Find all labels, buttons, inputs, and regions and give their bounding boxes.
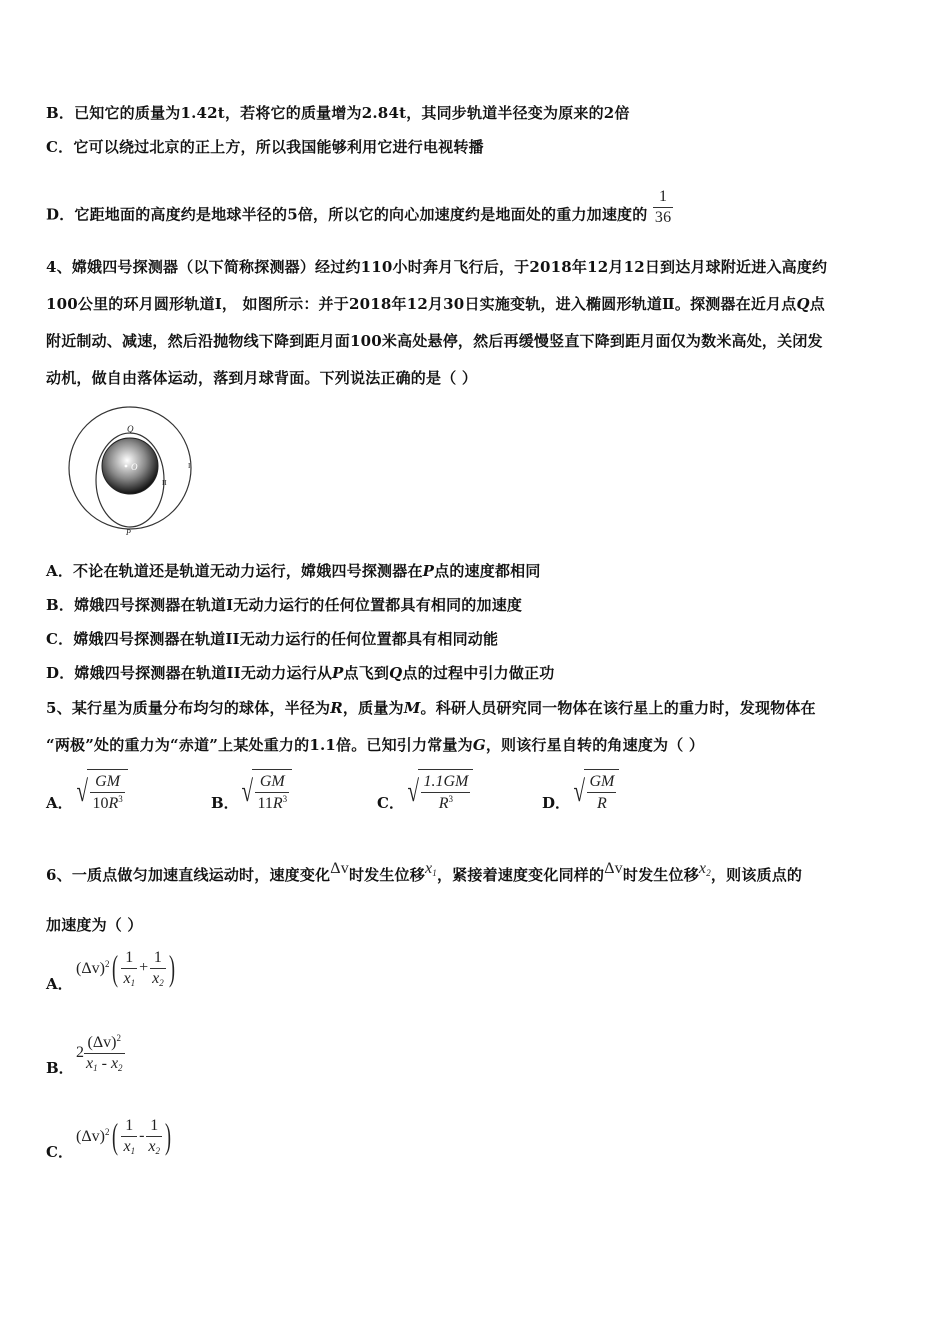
q4-stem-line-1: 4、嫦娥四号探测器（以下简称探测器）经过约110小时奔月飞行后，于2018年12月12日到达月球附近进入高度约 bbox=[46, 258, 828, 276]
q5-option-a-formula: √ $\frac{GM}{10R^3}$ bbox=[74, 769, 128, 815]
q5-option-b-label: B． bbox=[211, 794, 239, 812]
q5-stem-line-1: 5、某行星为质量分布均匀的球体，半径为R，质量为M。科研人员研究同一物体在该行星上的重力时，发现物体在 bbox=[46, 699, 816, 717]
q4-stem-line-2: 100公里的环月圆形轨道Ⅰ， 如图所示：并于2018年12月30日实施变轨，进入椭圆形轨道Ⅱ。探测器在近月点Q点 bbox=[46, 295, 825, 313]
label-p: P bbox=[126, 528, 131, 536]
q4-stem-line-3: 附近制动、减速，然后沿抛物线下降到距月面100米高处悬停，然后再缓慢竖直下降到距月面仅为数米高处，关闭发 bbox=[46, 332, 823, 350]
q5-option-c-label: C． bbox=[377, 794, 404, 812]
q6-option-c-formula: $(\Delta v)^2$ ( $\frac{1}{x_1}$ - $\frac{1}{x_2}$ ) bbox=[76, 1116, 171, 1156]
orbit-diagram bbox=[62, 404, 202, 536]
q6-option-c-label: C． bbox=[46, 1143, 73, 1161]
q5-option-b-formula: √ $\frac{GM}{11R^3}$ bbox=[239, 769, 292, 815]
q5-option-d-label: D． bbox=[542, 794, 571, 812]
delta-v-1: Δv bbox=[330, 860, 349, 877]
q5-option-d-formula: √ $\frac{GM}{R}$ bbox=[571, 769, 619, 815]
q6-option-a-label: A． bbox=[46, 975, 73, 993]
q5-option-c-formula: √ $\frac{1.1GM}{R^3}$ bbox=[405, 769, 473, 815]
q4-stem-line-4: 动机，做自由落体运动，落到月球背面。下列说法正确的是（ ） bbox=[46, 369, 478, 387]
q3-option-d bbox=[46, 188, 673, 235]
q3-option-d-text: D．它距地面的高度约是地球半径的5倍，所以它的向心加速度约是地面处的重力加速度的 bbox=[46, 205, 648, 224]
q4-option-b: B．嫦娥四号探测器在轨道I无动力运行的任何位置都具有相同的加速度 bbox=[46, 596, 523, 614]
q3-fraction-1-36: $\frac{1}{36}$ bbox=[654, 188, 672, 226]
q6-stem-line-1: 6、一质点做匀加速直线运动时，速度变化Δv时发生位移$x_1$，紧接着速度变化同样的Δv时发生位移$x_2$，则该质点的 bbox=[46, 860, 803, 884]
delta-v-2: Δv bbox=[604, 860, 623, 877]
center-dot bbox=[125, 465, 128, 468]
label-q: Q bbox=[127, 424, 134, 434]
q5-option-a-label: A． bbox=[46, 794, 73, 812]
q4-option-a: A．不论在轨道还是轨道无动力运行，嫦娥四号探测器在P点的速度都相同 bbox=[46, 562, 541, 580]
label-orbit-ii: II bbox=[162, 479, 167, 487]
q5-stem-line-2: “两极”处的重力为“赤道”上某处重力的1.1倍。已知引力常量为G，则该行星自转的角速度为（ ） bbox=[46, 736, 705, 754]
q6-option-b-formula: 2 $\frac{(\Delta v)^2}{x_1 - x_2}$ bbox=[76, 1033, 123, 1073]
q6-stem-line-2: 加速度为（ ） bbox=[46, 916, 143, 934]
q4-option-c: C．嫦娥四号探测器在轨道II无动力运行的任何位置都具有相同动能 bbox=[46, 630, 499, 648]
q6-option-a-formula: $(\Delta v)^2$ ( $\frac{1}{x_1}$ + $\frac{1}{x_2}$ ) bbox=[76, 948, 175, 988]
moon bbox=[102, 438, 158, 494]
label-orbit-i: I bbox=[188, 462, 191, 470]
label-o: O bbox=[131, 462, 138, 472]
q3-option-b: B．已知它的质量为1.42t，若将它的质量增为2.84t，其同步轨道半径变为原来的2倍 bbox=[46, 104, 630, 122]
q4-option-d: D．嫦娥四号探测器在轨道II无动力运行从P点飞到Q点的过程中引力做正功 bbox=[46, 664, 555, 682]
q3-option-c: C．它可以绕过北京的正上方，所以我国能够利用它进行电视转播 bbox=[46, 138, 484, 156]
q6-option-b-label: B． bbox=[46, 1059, 74, 1077]
